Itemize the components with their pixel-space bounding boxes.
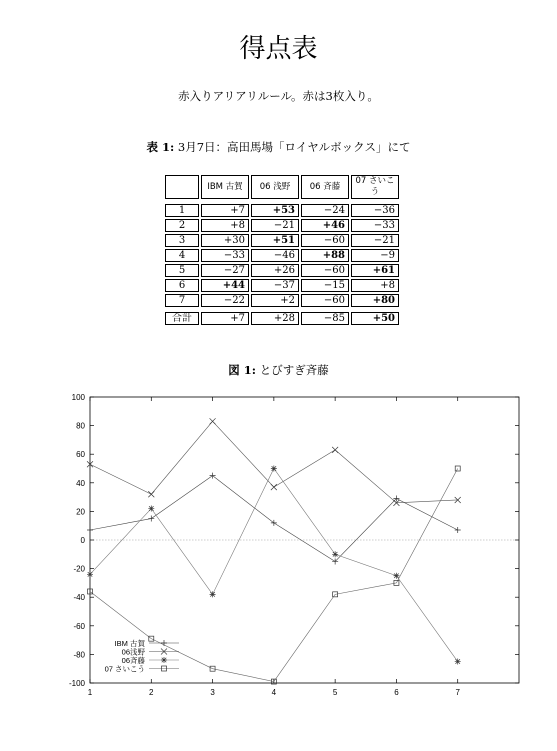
row-label: 5 <box>165 264 199 277</box>
score-cell: −37 <box>251 279 299 292</box>
table-row <box>165 264 399 277</box>
score-cell: +26 <box>251 264 299 277</box>
score-cell: −22 <box>201 294 249 307</box>
legend-marker <box>161 640 167 646</box>
score-cell: −24 <box>301 204 349 217</box>
score-cell: +44 <box>201 279 249 292</box>
score-cell: −46 <box>251 249 299 262</box>
table-caption <box>0 139 557 155</box>
header-player-4: 07 さいこう <box>351 175 399 199</box>
page-title: 得点表 <box>239 34 318 64</box>
series-line <box>90 421 458 503</box>
y-tick-label: -100 <box>68 679 85 688</box>
figure-caption-text: とびすぎ斉藤 <box>259 363 329 377</box>
row-label: 1 <box>165 204 199 217</box>
data-point <box>271 466 277 472</box>
x-tick-label: 2 <box>149 688 154 697</box>
x-tick-label: 4 <box>271 688 277 697</box>
data-point <box>455 527 461 533</box>
total-row <box>165 312 399 325</box>
data-point <box>87 571 93 577</box>
rule-note: 赤入りアリアリルール。赤は3枚入り。 <box>178 89 379 103</box>
row-label: 合計 <box>165 312 199 325</box>
data-point <box>271 520 277 526</box>
row-label: 7 <box>165 294 199 307</box>
table-caption-label: 表 1: <box>146 140 175 154</box>
y-tick-label: 40 <box>76 478 85 488</box>
header-player-2: 06 浅野 <box>251 175 299 199</box>
score-cell: −21 <box>351 234 399 247</box>
header-player-3: 06 斉藤 <box>301 175 349 199</box>
score-cell: +61 <box>351 264 399 277</box>
header-player-1: IBM 古賀 <box>201 175 249 199</box>
score-cell: −60 <box>301 264 349 277</box>
y-tick-label: -60 <box>73 621 85 631</box>
score-cell: −36 <box>351 204 399 217</box>
x-tick-label: 5 <box>332 688 338 697</box>
score-chart <box>0 380 557 715</box>
y-tick-label: 100 <box>71 393 85 402</box>
data-point <box>148 516 154 522</box>
table-row <box>165 279 399 292</box>
score-cell: +28 <box>251 312 299 325</box>
score-cell: −60 <box>301 294 349 307</box>
legend-label: IBM 古賀 <box>114 639 145 648</box>
score-cell: +53 <box>251 204 299 217</box>
score-cell: +80 <box>351 294 399 307</box>
x-tick-label: 3 <box>210 688 215 697</box>
score-cell: −15 <box>301 279 349 292</box>
score-cell: +7 <box>201 312 249 325</box>
row-label: 2 <box>165 219 199 232</box>
figure-caption-label: 図 1: <box>228 363 257 377</box>
y-tick-label: 80 <box>76 421 85 431</box>
row-label: 3 <box>165 234 199 247</box>
data-point <box>393 573 399 579</box>
figure-caption <box>0 362 557 378</box>
table-row <box>165 234 399 247</box>
y-tick-label: -80 <box>73 650 85 660</box>
score-cell: −60 <box>301 234 349 247</box>
data-point <box>87 527 93 533</box>
score-cell: −33 <box>351 219 399 232</box>
data-point <box>455 659 461 665</box>
row-label: 6 <box>165 279 199 292</box>
x-tick-label: 1 <box>87 688 93 697</box>
series-line <box>90 469 458 682</box>
y-tick-label: -20 <box>73 564 85 574</box>
header-blank <box>165 175 199 199</box>
score-cell: +30 <box>201 234 249 247</box>
score-cell: −27 <box>201 264 249 277</box>
score-cell: −33 <box>201 249 249 262</box>
table-row <box>165 249 399 262</box>
y-tick-label: 0 <box>80 536 85 545</box>
legend-label: 06浅野 <box>121 647 145 657</box>
series-line <box>90 476 458 562</box>
legend-label: 07 さいこう <box>104 664 145 674</box>
data-point <box>210 591 216 597</box>
table-row <box>165 219 399 232</box>
data-point <box>148 506 154 512</box>
score-cell: +8 <box>201 219 249 232</box>
data-point <box>148 491 154 497</box>
legend-label: 06斉藤 <box>121 656 145 665</box>
x-tick-label: 7 <box>455 688 460 697</box>
table-row <box>165 204 399 217</box>
series-line <box>90 469 458 662</box>
table-row <box>165 294 399 307</box>
data-point <box>332 447 338 453</box>
score-cell: −21 <box>251 219 299 232</box>
data-point <box>210 473 216 479</box>
score-cell: +50 <box>351 312 399 325</box>
data-point <box>332 551 338 557</box>
score-cell: +2 <box>251 294 299 307</box>
x-tick-label: 6 <box>394 688 399 697</box>
score-cell: +8 <box>351 279 399 292</box>
score-cell: +46 <box>301 219 349 232</box>
data-point <box>271 484 277 490</box>
score-cell: +88 <box>301 249 349 262</box>
row-label: 4 <box>165 249 199 262</box>
y-tick-label: 60 <box>76 450 85 460</box>
score-table <box>163 173 401 327</box>
data-point <box>210 418 216 424</box>
table-caption-text: 3月7日：高田馬場「ロイヤルボックス」にて <box>177 140 411 154</box>
score-cell: +51 <box>251 234 299 247</box>
score-cell: +7 <box>201 204 249 217</box>
table-header-row <box>165 175 399 199</box>
y-tick-label: -40 <box>73 593 85 603</box>
legend-marker <box>161 657 167 663</box>
y-tick-label: 20 <box>76 507 85 517</box>
score-cell: −85 <box>301 312 349 325</box>
score-cell: −9 <box>351 249 399 262</box>
